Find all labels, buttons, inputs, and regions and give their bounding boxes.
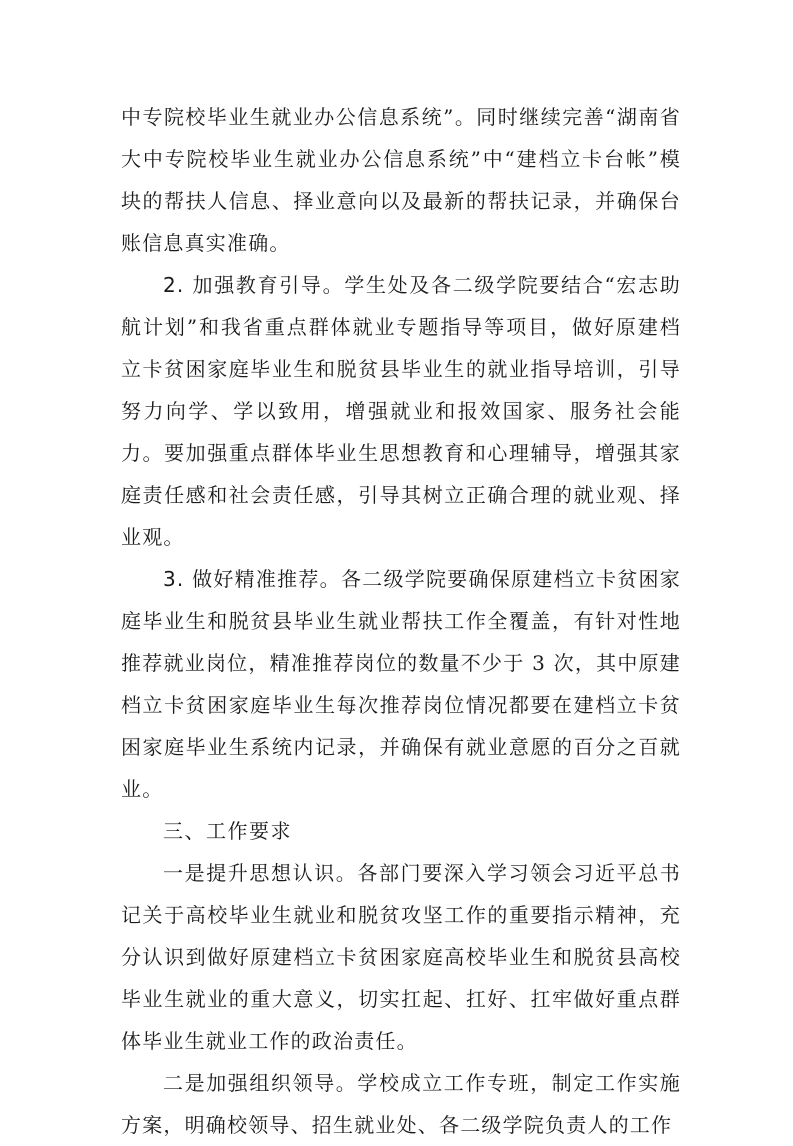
paragraph-precise-recommendation [121,558,681,810]
paragraph-strengthen-leadership [121,1062,681,1146]
paragraph-lead: 一是提升思想认识。 [163,861,358,885]
paragraph-lead: 3. 做好精准推荐。 [163,567,341,591]
paragraph-continuation: 中专院校毕业生就业办公信息系统”。同时继续完善“湖南省大中专院校毕业生就业办公信息系统”中“建档立卡台帐”模块的帮扶人信息、择业意向以及最新的帮扶记录，并确保台账信息真实准确。 [121,105,681,255]
paragraph-text: 各部门要深入学习领会习近平总书记关于高校毕业生就业和脱贫攻坚工作的重要指示精神，充分认识到做好原建档立卡贫困家庭高校毕业生和脱贫县高校毕业生就业的重大意义，切实扛起、扛好、扛牢做好重点群体毕业生就业工作的政治责任。 [121,861,681,1053]
paragraph-lead: 二是加强组织领导。 [163,1071,358,1095]
paragraph-text: 学生处及各二级学院要结合“宏志助航计划”和我省重点群体就业专题指导等项目，做好原建档立卡贫困家庭毕业生和脱贫县毕业生的就业指导培训，引导努力向学、学以致用，增强就业和报效国家、服务社会能力。要加强重点群体毕业生思想教育和心理辅导，增强其家庭责任感和社会责任感，引导其树立正确合理的就业观、择业观。 [121,273,681,549]
section-heading: 三、工作要求 [163,819,292,843]
paragraph-lead: 2. 加强教育引导。 [163,273,345,297]
paragraph-raise-awareness [121,852,681,1062]
document-body [121,96,681,1146]
paragraph-text: 各二级学院要确保原建档立卡贫困家庭毕业生和脱贫县毕业生就业帮扶工作全覆盖，有针对性地推荐就业岗位，精准推荐岗位的数量不少于 3 次，其中原建档立卡贫困家庭毕业生每次推荐岗位情况都要在建档立卡贫困家庭毕业生系统内记录，并确保有就业意愿的百分之百就业。 [121,567,681,801]
paragraph-text: 学校成立工作专班，制定工作实施方案，明确校领导、招生就业处、各二级学院负责人的工作 [121,1071,681,1137]
paragraph-education-guidance [121,264,681,558]
